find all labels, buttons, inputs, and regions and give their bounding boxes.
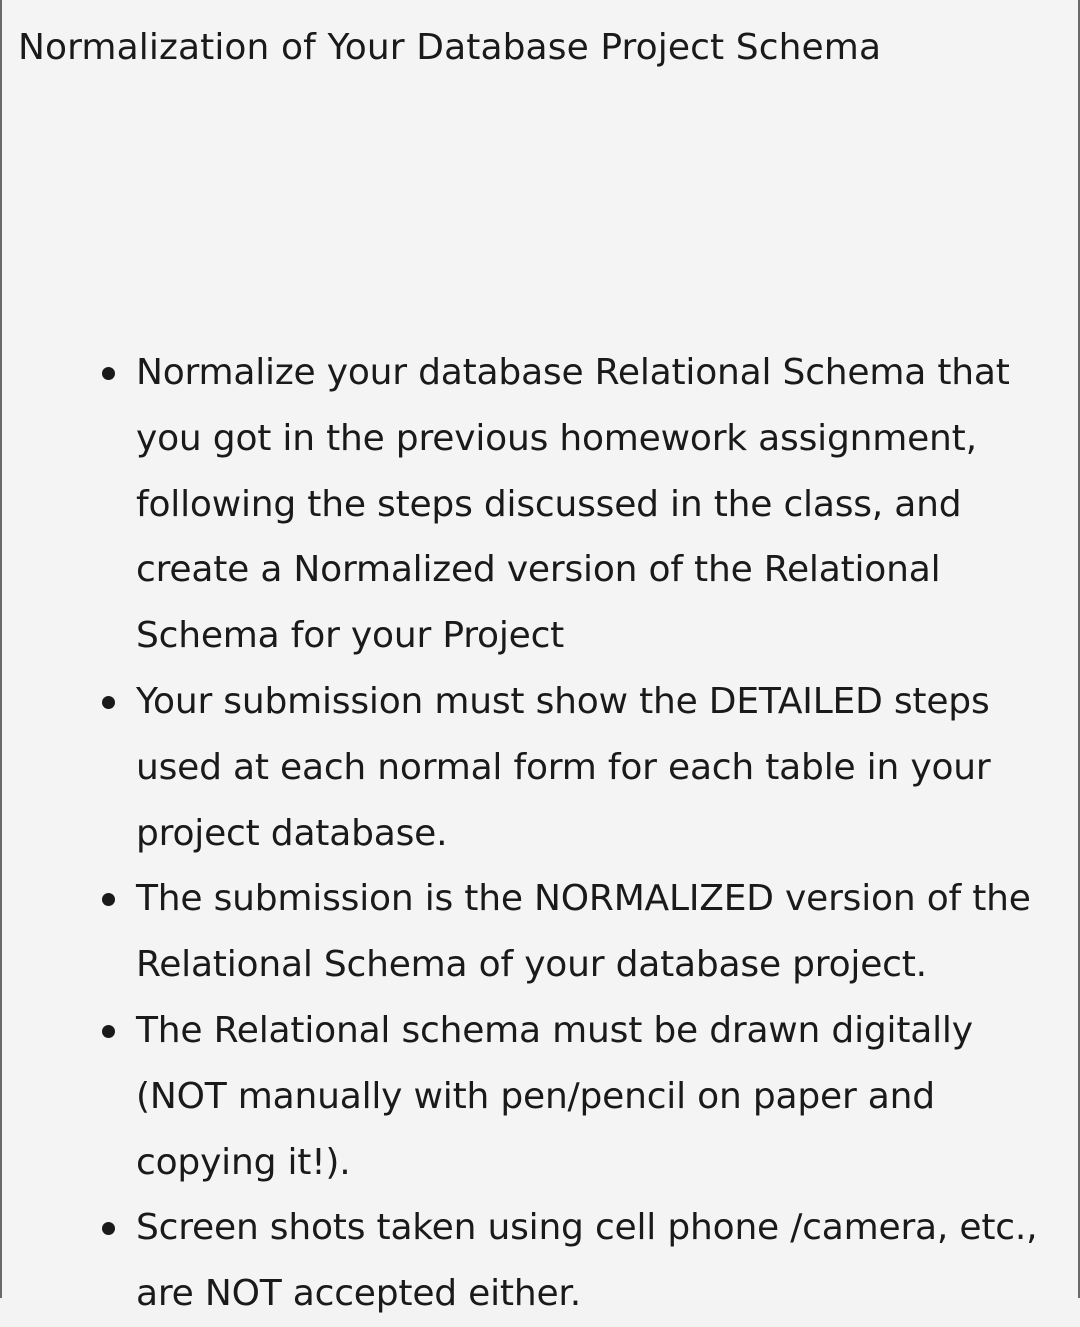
list-item (100, 340, 1060, 669)
list-item (100, 866, 1060, 998)
list-item-text: The Relational schema must be drawn digitally (NOT manually with pen/pencil on paper and copying it!). (136, 1009, 973, 1183)
list-item-text: Normalize your database Relational Schema that you got in the previous homework assignment, following the steps discussed in the class, and create a Normalized version of the Relational Schema for your Project (136, 352, 1010, 657)
list-item-text: The submission is the NORMALIZED version of the Relational Schema of your database project. (136, 878, 1031, 986)
list-item-text: Screen shots taken using cell phone /camera, etc., are NOT accepted either. (136, 1207, 1038, 1315)
bullet-dot-icon (102, 1025, 115, 1038)
bullet-dot-icon (102, 1222, 115, 1235)
bullet-dot-icon (102, 696, 115, 709)
list-item (100, 1195, 1060, 1327)
list-item (100, 998, 1060, 1195)
page-title: Normalization of Your Database Project Schema (18, 27, 882, 68)
bullet-dot-icon (102, 893, 115, 906)
list-item (100, 669, 1060, 866)
bullet-dot-icon (102, 367, 115, 380)
list-item-text: Your submission must show the DETAILED steps used at each normal form for each table in your project database. (136, 680, 991, 854)
instruction-list (100, 340, 1060, 1327)
